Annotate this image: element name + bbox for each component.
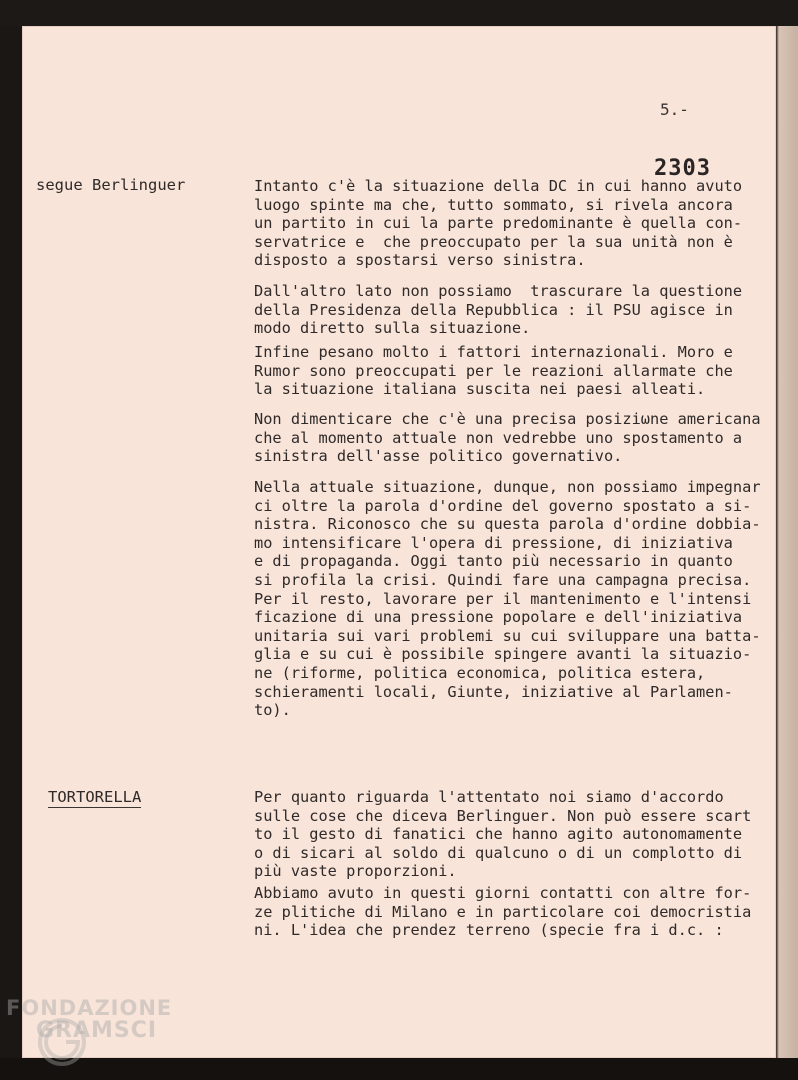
paragraph-attentato bbox=[254, 788, 794, 881]
paragraph-current-situation bbox=[254, 478, 794, 720]
text-line: della Presidenza della Repubblica : il PSU agisce in bbox=[254, 300, 733, 319]
paragraph-presidency bbox=[254, 282, 794, 338]
watermark-line1: FONDAZIONE bbox=[6, 996, 173, 1020]
scan-background-bottom bbox=[0, 1058, 798, 1080]
page-number: 5.- bbox=[660, 100, 689, 119]
text-line: Intanto c'è la situazione della DC in cui hanno avuto bbox=[254, 177, 743, 195]
fondazione-gramsci-watermark bbox=[6, 996, 172, 1043]
text-line: Dall'altro lato non possiamo trascurare la questione bbox=[254, 282, 743, 300]
text-line: ze plitiche di Milano e in particolare coi democristia bbox=[254, 902, 752, 921]
paragraph-american-position bbox=[254, 410, 794, 466]
text-line: servatrice e che preoccupato per la sua unità non è bbox=[254, 232, 733, 251]
text-line: che al momento attuale non vedrebbe uno spostamento a bbox=[254, 428, 743, 447]
text-line: ne (riforme, politica economica, politica estera, bbox=[254, 663, 706, 682]
text-line: Per quanto riguarda l'attentato noi siamo d'accordo bbox=[254, 788, 724, 806]
text-line: ficazione di una pressione popolare e dell'iniziativa bbox=[254, 608, 743, 627]
text-line: o di sicari al soldo di qualcuno o di un complotto di bbox=[254, 843, 743, 862]
text-line: si profila la crisi. Quindi fare una campagna precisa. bbox=[254, 570, 752, 589]
watermark-line2: GRAMSCI bbox=[36, 1018, 158, 1043]
text-line: la situazione italiana suscita nei paesi alleati. bbox=[254, 380, 706, 399]
text-line: Infine pesano molto i fattori internazionali. Moro e bbox=[254, 343, 733, 361]
document-page bbox=[22, 26, 776, 1058]
text-line: glia e su cui è possibile spingere avanti la situazio- bbox=[254, 645, 752, 664]
text-line: schieramenti locali, Giunte, iniziative al Parlamen- bbox=[254, 682, 733, 701]
speaker-label-berlinguer: segue Berlinguer bbox=[36, 176, 186, 194]
text-line: nistra. Riconosco che su questa parola d'ordine dobbia- bbox=[254, 515, 761, 534]
speaker-name: TORTORELLA bbox=[48, 788, 142, 806]
text-line: luogo spinte ma che, tutto sommato, si rivela ancora bbox=[254, 195, 733, 214]
next-page-edge bbox=[776, 26, 798, 1080]
text-line: sulle cose che diceva Berlinguer. Non può essere scart bbox=[254, 806, 752, 825]
scan-background-top bbox=[0, 0, 798, 26]
text-line: unitaria sui vari problemi su cui sviluppare una batta- bbox=[254, 626, 761, 645]
text-line: più vaste proporzioni. bbox=[254, 862, 457, 881]
text-line: Rumor sono preoccupati per le reazioni allarmate che bbox=[254, 361, 733, 380]
text-line: ci oltre la parola d'ordine del governo spostato a si- bbox=[254, 496, 752, 515]
paragraph-international-factors bbox=[254, 343, 794, 399]
text-line: sinistra dell'asse politico governativo. bbox=[254, 447, 623, 466]
speaker-label-tortorella bbox=[48, 788, 141, 806]
text-line: e di propaganda. Oggi tanto più necessario in quanto bbox=[254, 552, 733, 571]
text-line: Abbiamo avuto in questi giorni contatti con altre for- bbox=[254, 884, 752, 902]
archive-number: 2303 bbox=[654, 156, 711, 181]
text-line: ni. L'idea che prendez terreno (specie fra i d.c. : bbox=[254, 921, 724, 940]
text-line: disposto a spostarsi verso sinistra. bbox=[254, 251, 586, 270]
text-line: modo diretto sulla situazione. bbox=[254, 319, 531, 338]
text-line: to il gesto di fanatici che hanno agito autonomamente bbox=[254, 825, 743, 844]
text-line: to). bbox=[254, 701, 291, 720]
text-line: Non dimenticare che c'è una precisa posiziωne americana bbox=[254, 410, 761, 428]
text-line: mo intensificare l'opera di pressione, di iniziativa bbox=[254, 533, 733, 552]
paragraph-contacts-milano bbox=[254, 884, 794, 940]
text-line: Nella attuale situazione, dunque, non possiamo impegnar bbox=[254, 478, 761, 496]
text-line: Per il resto, lavorare per il mantenimento e l'intensi bbox=[254, 589, 752, 608]
paragraph-dc-situation bbox=[254, 177, 794, 270]
text-line: un partito in cui la parte predominante è quella con- bbox=[254, 214, 743, 233]
